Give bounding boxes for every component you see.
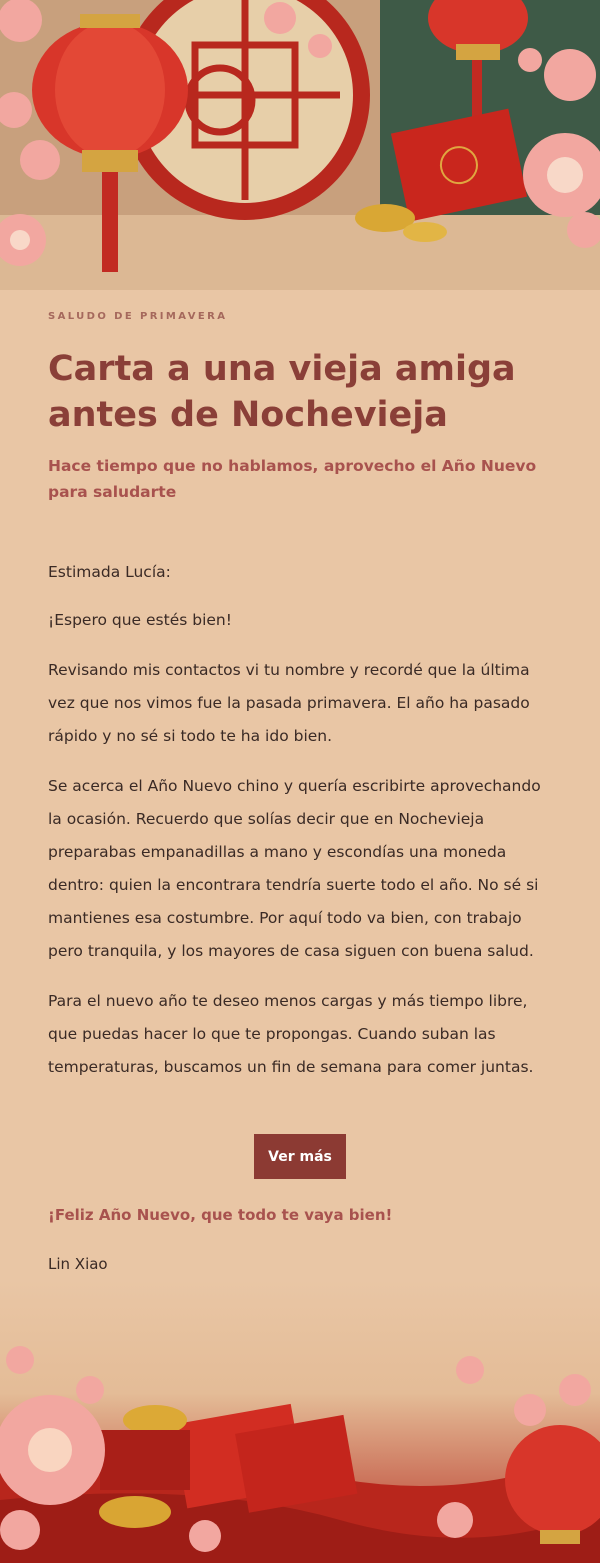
letter-paragraph-4: Para el nuevo año te deseo menos cargas y más tiempo libre, que puedas hacer lo que te propongas. Cuando suban las temperaturas, buscamos un fin de semana para comer juntas.	[48, 992, 534, 1076]
header-illustration	[0, 0, 600, 290]
eyebrow-label: SALUDO DE PRIMAVERA	[48, 311, 228, 322]
letter-title: Carta a una vieja amiga antes de Nochevieja	[48, 349, 516, 435]
ver-mas-button[interactable]: Ver más	[254, 1134, 346, 1179]
letter-paragraph-3: Se acerca el Año Nuevo chino y quería escribirte aprovechando la ocasión. Recuerdo que solías decir que en Nochevieja preparabas empanadillas a mano y escondías una moneda dentro: quien la encontrara tendría suerte todo el año. No sé si mantienes esa costumbre. Por aquí todo va bien, con trabajo pero tranquila, y los mayores de casa siguen con buena salud.	[48, 777, 541, 960]
letter-paragraph-1: ¡Espero que estés bien!	[48, 611, 232, 629]
lantern-scene-image	[0, 0, 600, 290]
footer-illustration	[0, 1280, 600, 1563]
closing-wish: ¡Feliz Año Nuevo, que todo te vaya bien!	[48, 1206, 393, 1224]
signature: Lin Xiao	[48, 1255, 108, 1273]
letter-greeting: Estimada Lucía:	[48, 563, 171, 581]
letter-subtitle: Hace tiempo que no hablamos, aprovecho el Año Nuevo para saludarte	[48, 457, 537, 501]
festive-table-image	[0, 1280, 600, 1563]
letter-paragraph-2: Revisando mis contactos vi tu nombre y recordé que la última vez que nos vimos fue la pasada primavera. El año ha pasado rápido y no sé si todo te ha ido bien.	[48, 661, 530, 745]
